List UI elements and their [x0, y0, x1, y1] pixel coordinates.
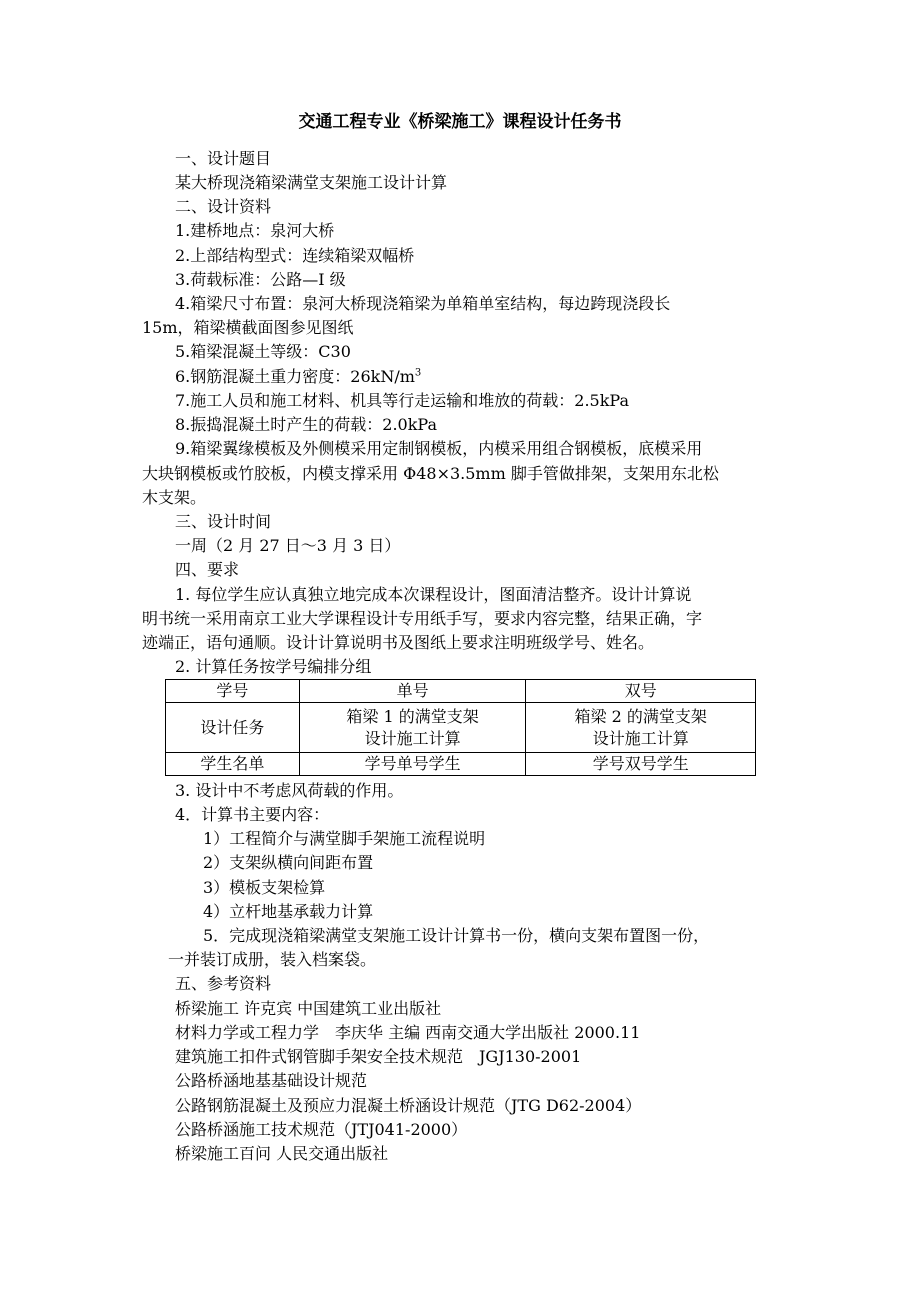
data-item-6-superscript: 3: [414, 367, 422, 379]
reference-item: 公路桥涵地基基础设计规范: [175, 1071, 368, 1090]
design-topic: 某大桥现浇箱梁满堂支架施工设计计算: [175, 173, 448, 192]
task-even-line-2: 设计施工计算: [592, 728, 689, 748]
content-item-2: 2）支架纵横向间距布置: [203, 853, 374, 872]
section-3-heading: 三、设计时间: [175, 512, 272, 531]
task-assignment-table: [165, 679, 756, 776]
table-header-row: [166, 680, 756, 703]
data-item-9-line-3: 木支架。: [142, 488, 207, 507]
data-item-6: [175, 366, 421, 388]
requirement-5-line-1: 5．完成现浇箱梁满堂支架施工设计计算书一份，横向支架布置图一份，: [203, 926, 710, 945]
reference-item: 公路桥涵施工技术规范（JTJ041-2000）: [175, 1120, 468, 1139]
student-even-cell: 学号双号学生: [526, 753, 756, 776]
data-item-8: 8.振捣混凝土时产生的荷载：2.0kPa: [175, 415, 437, 434]
content-item-4: 4）立杆地基承载力计算: [203, 902, 374, 921]
reference-item: 材料力学或工程力学 李庆华 主编 西南交通大学出版社 2000.11: [175, 1023, 641, 1042]
reference-item: 建筑施工扣件式钢管脚手架安全技术规范 JGJ130-2001: [175, 1047, 582, 1066]
task-even-line-1: 箱梁 2 的满堂支架: [574, 706, 707, 726]
data-item-6-text: 6.钢筋混凝土重力密度：26kN/m: [175, 367, 415, 386]
student-odd-cell: 学号单号学生: [299, 753, 526, 776]
section-1-heading: 一、设计题目: [175, 149, 272, 168]
table-header-odd: 单号: [299, 680, 526, 703]
design-period: 一周（2 月 27 日～3 月 3 日）: [175, 536, 401, 555]
reference-item: 公路钢筋混凝土及预应力混凝土桥涵设计规范（JTG D62-2004）: [175, 1096, 642, 1115]
student-label-cell: 学生名单: [166, 753, 300, 776]
data-item-2: 2.上部结构型式：连续箱梁双幅桥: [175, 246, 415, 265]
task-odd-line-2: 设计施工计算: [364, 728, 461, 748]
section-5-heading: 五、参考资料: [175, 974, 272, 993]
reference-item: 桥梁施工 许克宾 中国建筑工业出版社: [175, 999, 442, 1018]
data-item-4-line-2: 15m，箱梁横截面图参见图纸: [142, 318, 354, 337]
data-item-4-line-1: 4.箱梁尺寸布置：泉河大桥现浇箱梁为单箱单室结构，每边跨现浇段长: [175, 294, 671, 313]
data-item-7: 7.施工人员和施工材料、机具等行走运输和堆放的荷载：2.5kPa: [175, 391, 629, 410]
section-2-heading: 二、设计资料: [175, 197, 272, 216]
requirement-4: 4．计算书主要内容：: [175, 805, 330, 824]
table-header-even: 双号: [526, 680, 756, 703]
requirement-1-line-1: 1. 每位学生应认真独立地完成本次课程设计，图面清洁整齐。设计计算说: [175, 585, 692, 604]
table-header-student-no: 学号: [166, 680, 300, 703]
document-title: 交通工程专业《桥梁施工》课程设计任务书: [298, 112, 622, 132]
task-label-cell: 设计任务: [166, 703, 300, 753]
data-item-1: 1.建桥地点：泉河大桥: [175, 221, 335, 240]
requirement-1-line-2: 明书统一采用南京工业大学课程设计专用纸手写，要求内容完整，结果正确，字: [142, 609, 703, 628]
requirement-3: 3. 设计中不考虑风荷载的作用。: [175, 781, 404, 800]
data-item-9-line-2: 大块钢模板或竹胶板，内模支撑采用 Φ48×3.5mm 脚手管做排架，支架用东北松: [142, 464, 719, 483]
task-odd-cell: [299, 703, 526, 753]
requirement-5-line-2: 一并装订成册，装入档案袋。: [168, 950, 377, 969]
section-4-heading: 四、要求: [175, 560, 240, 579]
data-item-5: 5.箱梁混凝土等级：C30: [175, 342, 351, 361]
content-item-3: 3）模板支架检算: [203, 878, 326, 897]
table-row-students: [166, 753, 756, 776]
data-item-3: 3.荷载标准：公路—I 级: [175, 270, 346, 289]
task-odd-line-1: 箱梁 1 的满堂支架: [346, 706, 479, 726]
requirement-1-line-3: 迹端正，语句通顺。设计计算说明书及图纸上要求注明班级学号、姓名。: [142, 633, 655, 652]
data-item-9-line-1: 9.箱梁翼缘模板及外侧模采用定制钢模板，内模采用组合钢模板，底模采用: [175, 439, 703, 458]
table-row-task: [166, 703, 756, 753]
content-item-1: 1）工程简介与满堂脚手架施工流程说明: [203, 829, 486, 848]
reference-item: 桥梁施工百问 人民交通出版社: [175, 1144, 389, 1163]
requirement-2: 2. 计算任务按学号编排分组: [175, 657, 372, 676]
task-even-cell: [526, 703, 756, 753]
